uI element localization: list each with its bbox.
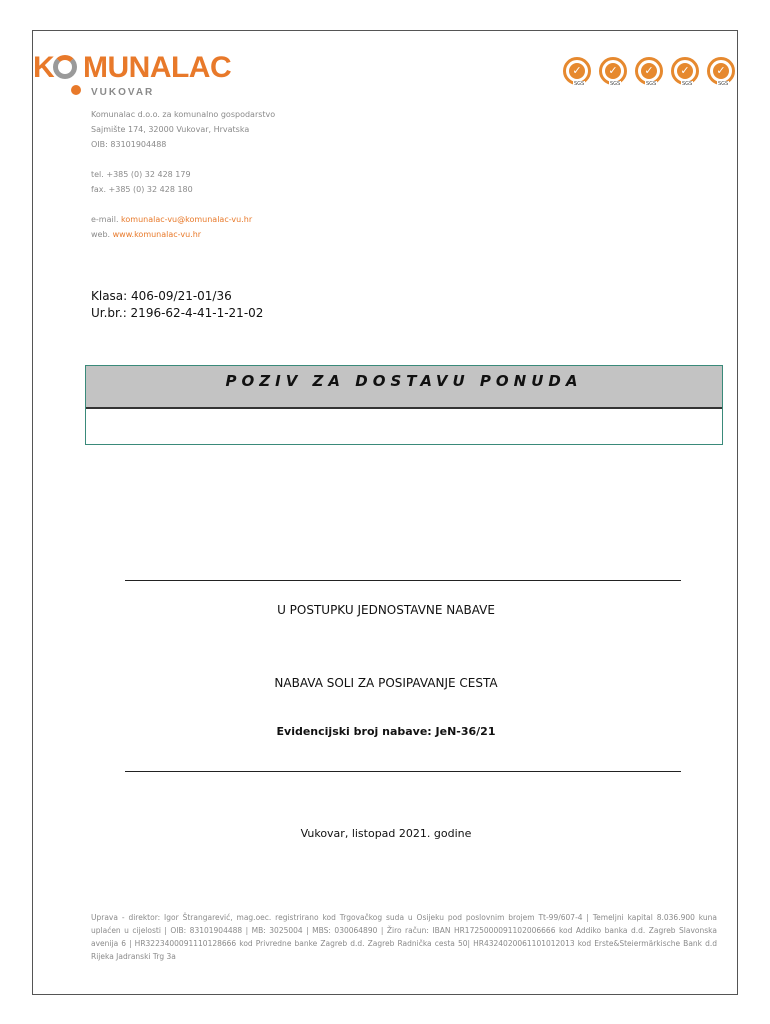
certificate-badge-icon: ✓ SGS (669, 55, 701, 89)
title-band (86, 366, 722, 409)
badge-label: SGS (610, 81, 621, 87)
company-email-line (91, 212, 275, 227)
logo-recycle-icon (53, 55, 77, 79)
company-tel: tel. +385 (0) 32 428 179 (91, 170, 191, 179)
komunalac-logo (33, 49, 243, 98)
date-line: Vukovar, listopad 2021. godine (300, 827, 472, 840)
procedure-heading: U POSTUPKU JEDNOSTAVNE NABAVE (277, 603, 495, 617)
logo-wordmark: MUNALAC (83, 51, 232, 84)
document-title: POZIV ZA DOSTAVU PONUDA (225, 372, 583, 390)
company-web-line (91, 227, 275, 242)
certificate-badge-icon: ✓ SGS (705, 55, 737, 89)
company-oib: OIB: 83101904488 (91, 140, 167, 149)
company-address: Sajmište 174, 32000 Vukovar, Hrvatska (91, 125, 250, 134)
document-page (32, 30, 738, 995)
badge-label: SGS (718, 81, 729, 87)
divider-bottom (125, 771, 681, 772)
web-label: web. (91, 230, 113, 239)
logo-subtitle: VUKOVAR (91, 87, 155, 98)
certificate-badge-icon: ✓ SGS (597, 55, 629, 89)
badge-label: SGS (574, 81, 585, 87)
badge-label: SGS (646, 81, 657, 87)
web-link[interactable]: www.komunalac-vu.hr (112, 230, 202, 239)
klasa: Klasa: 406-09/21-01/36 (91, 289, 232, 303)
certificate-badge-icon: ✓ SGS (561, 55, 593, 89)
reference-numbers (91, 288, 263, 322)
company-name: Komunalac d.o.o. za komunalno gospodarstvo (91, 110, 276, 119)
footer-legal-text: Uprava - direktor: Igor Štrangarević, mag.oec. registrirano kod Trgovačkog suda u Osijeku pod poslovnim brojem Tt-99/607-4 | Temeljni kapital 8.036.900 kuna uplaćen u cijelosti | OIB: 83101904488 | MB: 3025004 | MBS: 030064890 | Žiro račun: IBAN HR1725000091102006666 kod Addiko banka d.d. Zagreb Slavonska avenija 6 | HR3223400091110128666 kod Privredne banke Zagreb d.d. Zagreb Radnička cesta 50| HR4324020061101012013 kod Erste&Steiermärkische Bank d.d Rijeka Jadranski Trg 3a (91, 913, 717, 961)
company-fax: fax. +385 (0) 32 428 180 (91, 185, 193, 194)
title-box (85, 365, 723, 445)
email-label: e-mail. (91, 215, 122, 224)
procurement-subject: NABAVA SOLI ZA POSIPAVANJE CESTA (274, 676, 498, 690)
certificate-badges (561, 55, 737, 89)
logo-letter-k: K (33, 51, 54, 84)
divider-top (125, 580, 681, 581)
certificate-badge-icon: ✓ SGS (633, 55, 665, 89)
email-link[interactable]: komunalac-vu@komunalac-vu.hr (121, 215, 253, 224)
urbr: Ur.br.: 2196-62-4-41-1-21-02 (91, 306, 264, 320)
logo-gear-icon (71, 85, 81, 95)
evidence-number: Evidencijski broj nabave: JeN-36/21 (276, 725, 496, 738)
company-info (91, 107, 275, 242)
badge-label: SGS (682, 81, 693, 87)
